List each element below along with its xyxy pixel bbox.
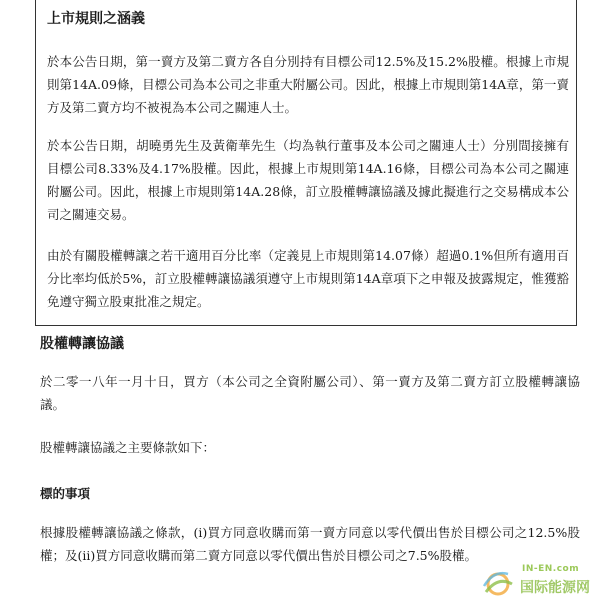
intro-paragraph: 於二零一八年一月十日，買方（本公司之全資附屬公司）、第一賣方及第二賣方訂立股權轉讓協議。: [40, 374, 580, 412]
subject-paragraph: 根據股權轉讓協議之條款，(i)買方同意收購而第一賣方同意以零代價出售於目標公司之12.5%股權；及(ii)買方同意收購而第二賣方同意以零代價出售於目標公司之7.5%股權。: [40, 525, 580, 563]
listing-rules-box: [35, 0, 577, 326]
box-paragraph: 於本公告日期，第一賣方及第二賣方各自分別持有目標公司12.5%及15.2%股權。根據上市規則第14A.09條，目標公司為本公司之非重大附屬公司。因此，根據上市規則第14A章，第一賣方及第二賣方均不被視為本公司之關連人士。: [47, 54, 569, 115]
watermark-url: IN-EN.com: [522, 564, 580, 574]
box-paragraph: 由於有關股權轉讓之若干適用百分比率（定義見上市規則第14.07條）超過0.1%但所有適用百分比率均低於5%，訂立股權轉讓協議須遵守上市規則第14A章項下之申報及披露規定，惟獲豁免遵守獨立股東批准之規定。: [47, 248, 569, 309]
watermark-name: 国际能源网: [520, 580, 590, 596]
sun-logo-icon: [478, 562, 518, 602]
subject-heading: 標的事項: [40, 486, 91, 501]
box-paragraph: 於本公告日期，胡曉勇先生及黃衛華先生（均為執行董事及本公司之關連人士）分別間接擁有目標公司8.33%及4.17%股權。因此，根據上市規則第14A.16條，目標公司為本公司之關連附屬公司。因此，根據上市規則第14A.28條，訂立股權轉讓協議及據此擬進行之交易構成本公司之關連交易。: [47, 138, 569, 222]
section-title: 股權轉讓協議: [40, 336, 124, 352]
box-title: 上市規則之涵義: [47, 11, 145, 27]
watermark-logo: [474, 558, 600, 605]
terms-lead-paragraph: 股權轉讓協議之主要條款如下：: [40, 440, 216, 455]
